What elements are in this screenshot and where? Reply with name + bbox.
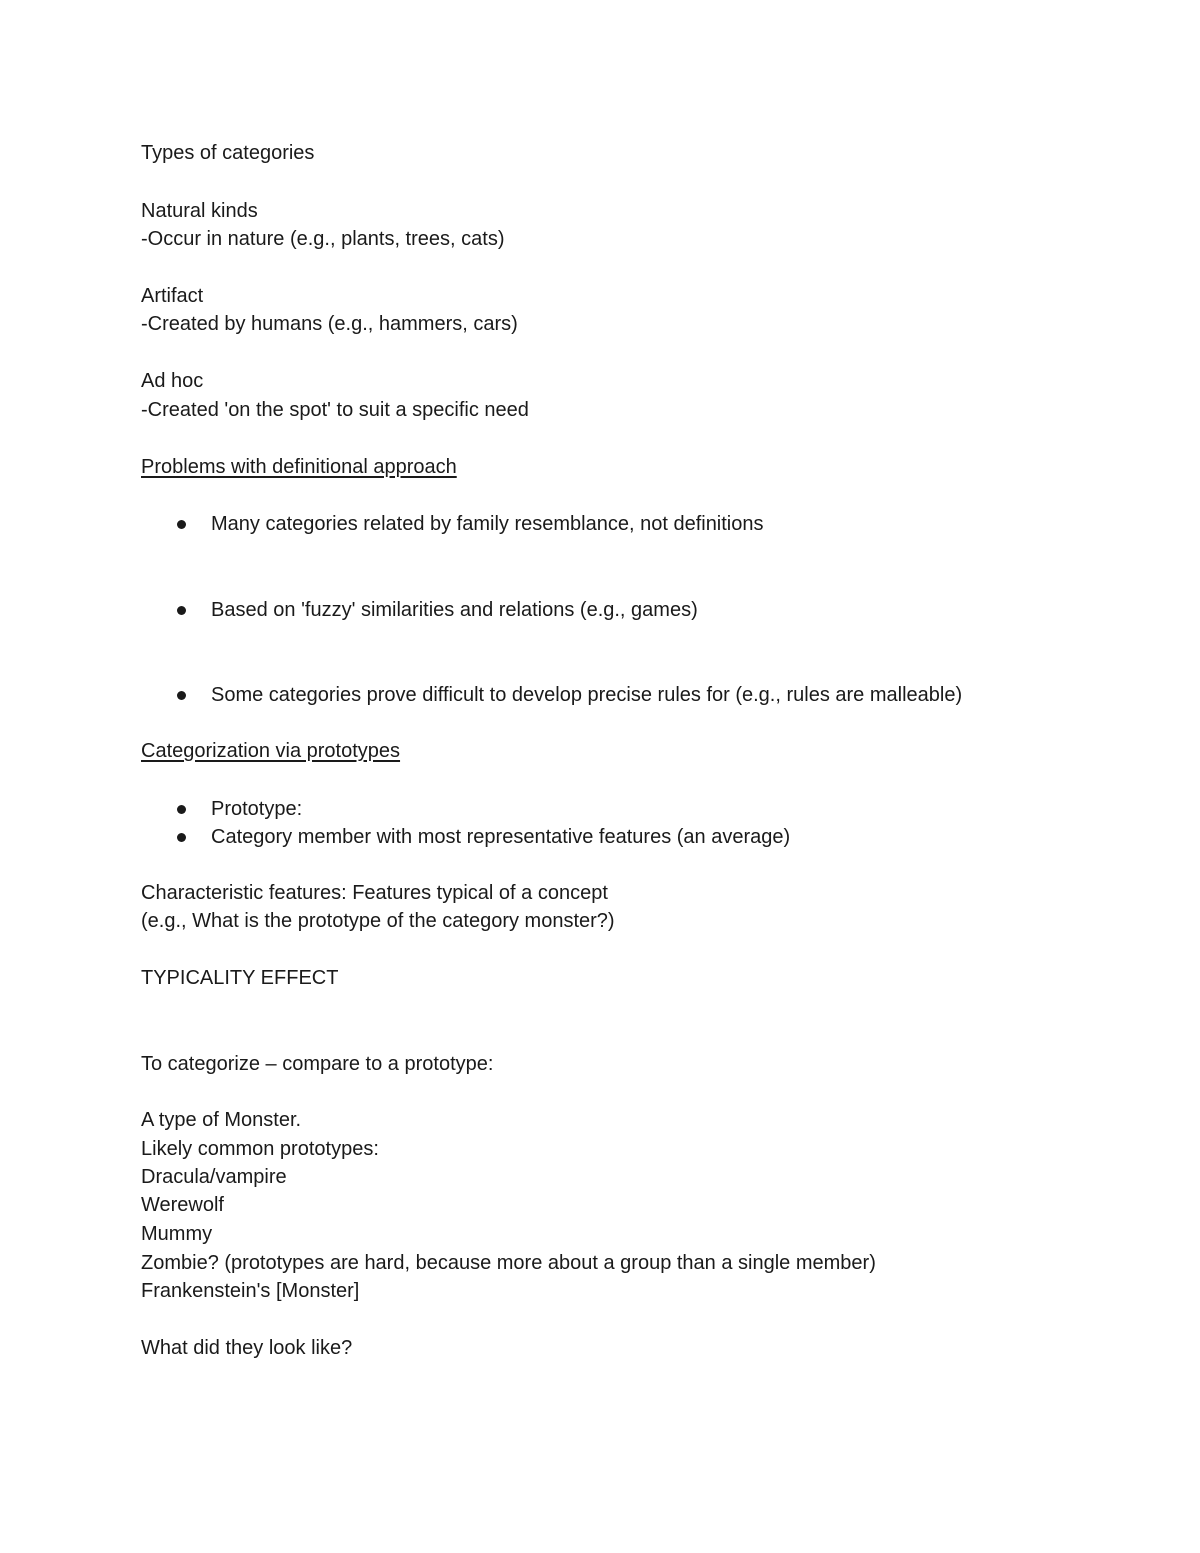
monster-list-item: Zombie? (prototypes are hard, because more about a group than a single member): [141, 1252, 876, 1274]
typicality-heading: TYPICALITY EFFECT: [141, 967, 339, 989]
bullet-icon: [177, 691, 186, 700]
ad-hoc-description: -Created 'on the spot' to suit a specific need: [141, 399, 529, 421]
page-title: Types of categories: [141, 142, 315, 164]
prototypes-list-item: Category member with most representative features (an average): [211, 826, 791, 848]
problems-heading: Problems with definitional approach: [141, 456, 457, 478]
prototypes-list-item: Prototype:: [211, 798, 303, 820]
problems-list-item: Many categories related by family resemblance, not definitions: [211, 513, 764, 535]
artifact-heading: Artifact: [141, 285, 204, 307]
document-page: [141, 0, 1141, 1553]
question-line: What did they look like?: [141, 1337, 353, 1359]
natural-kinds-heading: Natural kinds: [141, 200, 258, 222]
monster-type-line: A type of Monster.: [141, 1109, 302, 1131]
problems-list-item: Based on 'fuzzy' similarities and relations (e.g., games): [211, 599, 698, 621]
prototypes-intro-line: Likely common prototypes:: [141, 1138, 379, 1160]
characteristic-features-line: Characteristic features: Features typical of a concept: [141, 882, 608, 904]
bullet-icon: [177, 805, 186, 814]
characteristic-example-line: (e.g., What is the prototype of the category monster?): [141, 910, 615, 932]
bullet-icon: [177, 833, 186, 842]
monster-list-item: Werewolf: [141, 1194, 224, 1216]
monster-list-item: Frankenstein's [Monster]: [141, 1280, 360, 1302]
artifact-description: -Created by humans (e.g., hammers, cars): [141, 313, 518, 335]
prototypes-heading: Categorization via prototypes: [141, 740, 401, 762]
monster-list-item: Dracula/vampire: [141, 1166, 287, 1188]
monster-list-item: Mummy: [141, 1223, 213, 1245]
problems-list-item: Some categories prove difficult to develop precise rules for (e.g., rules are malleable): [211, 684, 963, 706]
bullet-icon: [177, 606, 186, 615]
natural-kinds-description: -Occur in nature (e.g., plants, trees, cats): [141, 228, 505, 250]
bullet-icon: [177, 520, 186, 529]
ad-hoc-heading: Ad hoc: [141, 370, 204, 392]
compare-line: To categorize – compare to a prototype:: [141, 1053, 494, 1075]
